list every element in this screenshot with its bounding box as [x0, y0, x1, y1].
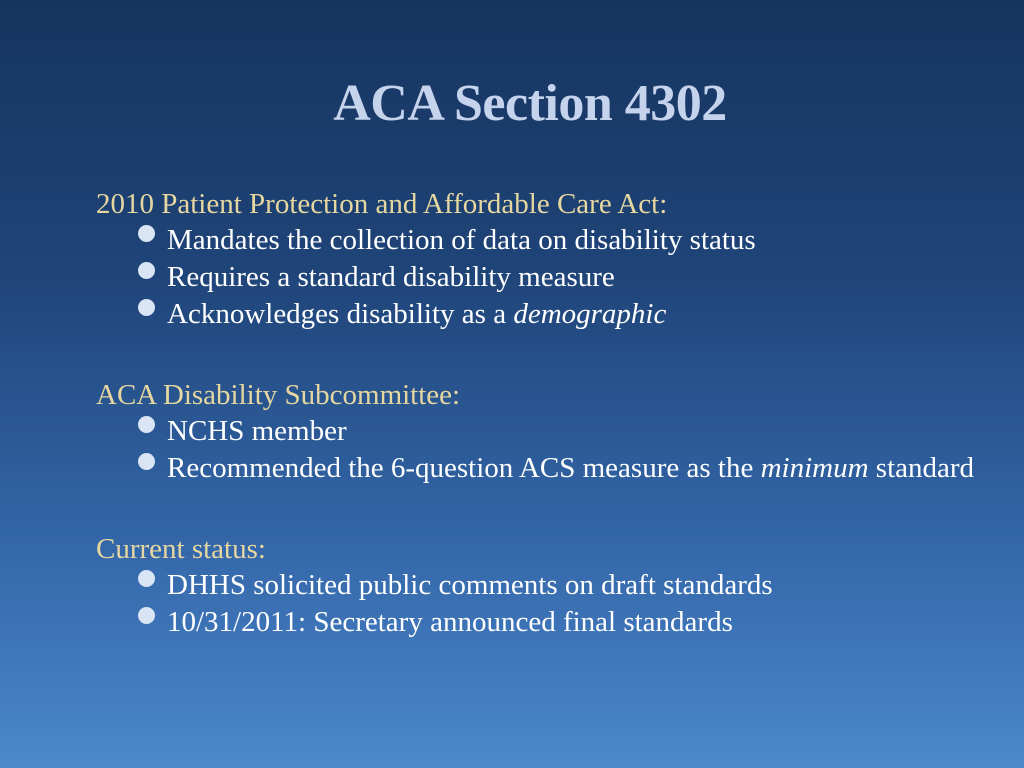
bullet-dot-icon — [138, 607, 155, 624]
bullet-text: Requires a standard disability measure — [167, 261, 615, 293]
section-heading: 2010 Patient Protection and Affordable Care Act: — [96, 188, 668, 220]
list-item — [167, 450, 1006, 487]
bullet-list — [96, 567, 1006, 641]
section-heading: ACA Disability Subcommittee: — [96, 379, 461, 411]
list-item — [167, 296, 1006, 333]
list-item — [167, 567, 1006, 604]
bullet-dot-icon — [138, 225, 155, 242]
slide-title: ACA Section 4302 — [333, 75, 727, 132]
list-item — [167, 413, 1006, 450]
section-disability-subcommittee — [96, 377, 1006, 487]
bullet-dot-icon — [138, 299, 155, 316]
slide-content — [96, 186, 1006, 641]
bullet-list — [96, 413, 1006, 487]
list-item — [167, 222, 1006, 259]
bullet-dot-icon — [138, 262, 155, 279]
bullet-text: NCHS member — [167, 415, 347, 447]
bullet-text: Recommended the 6-question ACS measure as the — [167, 452, 761, 484]
list-item — [167, 259, 1006, 296]
bullet-text: 10/31/2011: Secretary announced final standards — [167, 606, 733, 638]
bullet-text: Acknowledges disability as a — [167, 298, 514, 330]
bullet-text: DHHS solicited public comments on draft standards — [167, 569, 773, 601]
bullet-dot-icon — [138, 453, 155, 470]
bullet-text: Mandates the collection of data on disability status — [167, 224, 756, 256]
section-heading: Current status: — [96, 533, 266, 565]
bullet-text-tail: standard — [868, 452, 975, 484]
bullet-emphasis: minimum — [760, 452, 869, 484]
section-current-status — [96, 531, 1006, 641]
bullet-list — [96, 222, 1006, 333]
list-item — [167, 604, 1006, 641]
bullet-emphasis: demographic — [513, 298, 667, 330]
section-aca-act — [96, 186, 1006, 333]
bullet-dot-icon — [138, 416, 155, 433]
bullet-dot-icon — [138, 570, 155, 587]
